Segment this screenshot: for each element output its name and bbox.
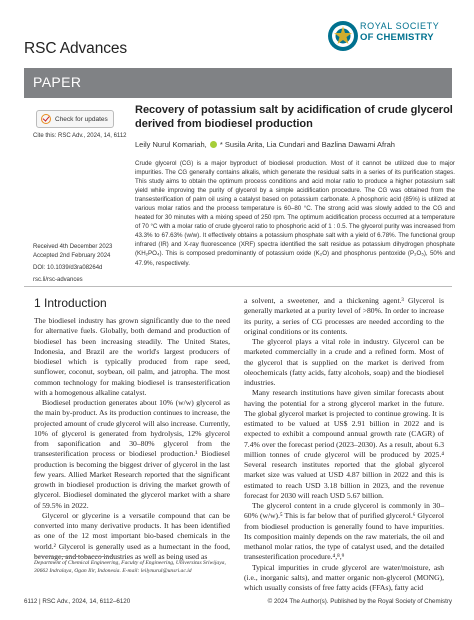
check-for-updates-button[interactable] [36,110,114,128]
logo-line1: ROYAL SOCIETY [360,21,440,31]
logo-line2: OF CHEMISTRY [360,32,434,43]
paragraph: The biodiesel industry has grown significantly due to the need for alternative fuels. Globally, both demand and production of biodiesel has been increasing steadily. The United States, Indonesia, and Brazil are the world's largest producers of biodiesel which is typically produced from rape seed, sunflower, coconut, soybean, oil palm, and jatropha. The most common technology for making biodiesel is transesterification with a homogenous alkaline catalyst. [34,316,230,397]
article-title: Recovery of potassium salt by acidification of crude glycerol derived from biodiesel production [135,104,453,130]
footer-right: © 2024 The Author(s). Published by the Royal Society of Chemistry [267,598,452,605]
doi[interactable]: DOI: 10.1039/d3ra08264d [33,265,103,271]
first-author: Leily Nurul Komariah, [135,140,207,149]
section-label: PAPER [33,74,82,90]
paragraph: Biodiesel production generates about 10% (w/w) glycerol as the main by-product. As its production continues to increase, the projected amount of crude glycerol will also increase. Currently, 10% of glycerol is generated from hydrolysis, 12% glycerol from saponification and 30–80% glycerol from the transesterification process or biodiesel production.¹ Biodiesel production is becoming the biggest driver of glycerol in the last few years. Allied Market Research reported that the significant growth in biodiesel production is driving the market growth of glycerol. Biodiesel dominated the glycerol market with a share of 59.5% in 2022. [34,398,230,510]
rsc-crest-icon [327,20,359,52]
paragraph: Glycerol or glycerine is a versatile compound that can be converted into many derivative products. It has been identified as one of the 12 most important bio-based chemicals in the world.² Glycerol is generally used as a humectant in the food, beverage, and tobacco industries as well as being used as [34,510,230,561]
journal-title: RSC Advances [24,40,128,57]
abstract: Crude glycerol (CG) is a major byproduct of biodiesel production. Most of it cannot be utilized due to major impurities. The CG generally contains alkalis, which generate the residual salts in a series of its purification stages. This study aims to obtain the optimum process conditions and acid molar ratio to produce a higher potassium salt yield while improving the purity of glycerol by a simple acidification procedure. The CG was obtained from the transesterification of palm oil using a catalyst based on potassium carbonate. A phosphoric acid (85%) is utilized at various molar ratios and the process temperature is 60–80 °C. The strong acid was slowly added to the CG and heated for 30 minutes with a mixing speed of 250 rpm. The optimum acidification process occurred at a temperature of 70 °C with a molar ratio of crude glycerol ratio to phosphoric acid of 1 : 0.5. The glycerol purity was increased from 43.3% to 67.63% (w/w). It effectively obtains a potassium phosphate salt with a yield of 6.78%. The functional group infrared (IR) and X-ray fluorescence (XRF) spectra identified the salt residue as potassium dihydrogen phosphate (KH₂PO₄). This is composed predominantly of potassium oxide (K₂O) and phosphorus pentoxide (P₂O₅), 50% and 47.9%, respectively. [135,160,455,267]
author-list [135,140,455,149]
paragraph: a solvent, a sweetener, and a thickening agent.³ Glycerol is generally marketed at a purity level of >80%. In order to increase its purity, a series of CG processes are needed according to the original conditions or its contents. [244,296,444,336]
citation: Cite this: RSC Adv., 2024, 14, 6112 [33,133,127,139]
received-date: Received 4th December 2023 [33,244,113,250]
page-footer [24,598,452,605]
paragraph: The glycerol plays a vital role in industry. Glycerol can be marketed commercially in a crude and a refined form. Most of the glycerol that is supplied on the market is derived from oleochemicals (fatty acids, fatty alcohols, soap) and the biodiesel industries. [244,337,444,387]
orcid-icon[interactable] [210,141,217,148]
abstract-divider [24,286,452,287]
section-banner [24,68,452,98]
footer-left: 6112 | RSC Adv., 2024, 14, 6112–6120 [24,598,131,605]
affiliation-footnote: Department of Chemical Engineering, Faculty of Engineering, Universitas Sriwijaya, 30662 Indralaya, Ogan Ilir, Indonesia. E-mail: leilynurul@unsri.ac.id [34,560,226,574]
left-column [34,316,230,562]
accepted-date: Accepted 2nd February 2024 [33,253,111,259]
journal-link[interactable]: rsc.li/rsc-advances [33,277,83,283]
section-heading: 1 Introduction [34,296,107,310]
paragraph: Many research institutions have given similar forecasts about having the potential for a strong glycerol market in the future. The global glycerol market is projected to continue growing. It is estimated to be valued at US$ 2.91 billion in 2022 and is expected to exhibit a compound annual growth rate (CAGR) of 7.4% over the forecast period (2023–2030). As a result, about 6.3 million tonnes of crude glycerol will be produced by 2025.⁴ Several research institutes reported that the global glycerol market size was valued at USD 4.87 billion in 2022 and this is estimated to reach USD 3.18 billion in 2023, and the revenue forecast for 2030 will reach USD 5.67 billion. [244,388,444,500]
paragraph: The glycerol content in a crude glycerol is commonly in 30–60% (w/w).⁵ This is far below that of purified glycerol.⁶ Glycerol from biodiesel production is generally found to have impurities. Its composition mainly depends on the raw materials, the oil and methanol molar ratios, the type of catalyst used, and the detailed transesterification procedure.⁴,⁸,⁹ [244,501,444,562]
right-column [244,296,444,593]
footnote-rule [34,556,114,557]
paragraph: Typical impurities in crude glycerol are water/moisture, ash (i.e., inorganic salts), and matter organic non-glycerol (MONG), which usually consists of free fatty acids (FFAs), fatty acid [244,562,444,592]
check-updates-label: Check for updates [55,115,108,123]
other-authors: * Susila Arita, Lia Cundari and Bazlina Dawami Afrah [219,140,395,149]
check-updates-icon [41,114,51,124]
rsc-logo[interactable] [327,16,472,66]
